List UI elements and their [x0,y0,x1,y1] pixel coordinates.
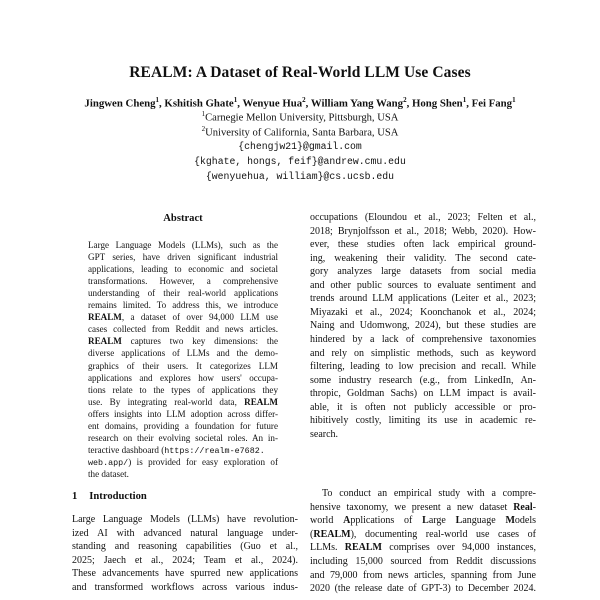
text-line: cases collected from Reddit and news articles. [88,324,278,335]
author-name: Kshitish Ghate [164,97,234,110]
text-line: 2020 (the release date of GPT-3) to December 2024. [310,583,536,595]
text-line: the dataset. [88,468,129,479]
text-line: and other public sources to evaluate sentiment and [310,279,536,291]
text-line: To conduct an empirical study with a compre- [322,488,536,499]
author-name: Wenyue Hua [242,97,303,110]
author-affiliation-mark: 2 [403,96,407,104]
author-affiliation-mark: 2 [302,96,306,104]
affiliation-number: 1 [201,110,206,118]
dashboard-link[interactable]: https://realm-e7682. [164,445,265,456]
text-line: able, it is often not publicly accessible or pro- [310,401,536,413]
text-line: diverse applications of LLMs and the demo- [88,348,278,359]
author-name: Fei Fang [471,97,513,110]
affiliation-text: Carnegie Mellon University, Pittsburgh, USA [205,112,399,124]
text-line: offers insights into LLM adoption across differ- [88,408,278,419]
author-list: Jingwen Cheng$^1$, Kshitish Ghate$^1$, Wenyue Hua$^2$, William Yang Wang$^2$, Hong Shen$^1$, Fei Fang$^1$ [84,96,516,110]
text-line: (REALM), documenting real-world use cases of [310,528,536,540]
author-affiliation-mark: 1 [155,96,160,104]
text-line: trends around LLM applications (Leiter et al., 2023; [310,293,536,305]
text-line: thropic, Goldman Sachs) on LLM impact is avail- [310,388,536,400]
text-line: ever, these studies often lack empirical ground- [310,239,536,251]
text-line: research on their evolving societal roles. An in- [88,432,278,443]
text-line: GPT series, have driven significant industrial [88,252,278,263]
text-line: remains limited. To address this, we introduce [88,300,278,311]
affiliation-2 [0,125,600,139]
text-line: tions relate to the types of applications they [88,384,278,395]
section-number: 1 [72,491,78,502]
text-line: graphics of their users. It categorizes LLM [88,360,278,371]
text-line: and transformed workflows across various indus- [72,582,298,593]
author-affiliation-mark: 1 [512,96,516,104]
text-line: filtering, leading to low precision and recall. While [310,361,536,373]
text-line: occupations (Eloundou et al., 2023; Felten et al., [310,212,536,223]
author-name: Jingwen Cheng [84,97,156,110]
text-line: ized AI with advanced natural language under- [72,527,298,539]
section-title: Introduction [89,491,147,502]
text-line: Large Language Models (LLMs) have revolution- [72,514,298,525]
text-line: understanding of their real-world applications [88,288,278,299]
text-line: Miyazaki et al., 2024; Koonchanok et al., 2024; [310,306,536,318]
author-affiliation-mark: 1 [233,96,238,104]
affiliation-number: 2 [201,125,206,133]
author-name: Hong Shen [411,97,463,110]
text-line: Large Language Models (LLMs), such as the [88,240,278,250]
affiliation-1 [0,110,600,124]
text-line: world Applications of Large Language Models [310,515,536,527]
text-line: use. By integrating real-world data, REALM [88,396,278,407]
text-line: transformations. However, a comprehensive [88,276,278,287]
text-line: REALM captures two key dimensions: the [88,336,278,347]
text-line: teractive dashboard (https://realm-e7682. [88,444,265,456]
section-heading-introduction [72,491,147,502]
text-line: applications, leading to economic and societal [88,264,278,275]
text-line: 2018; Brynjolfsson et al., 2018; Webb, 2020). How- [310,225,536,237]
text-line: ing, weakening their validity. The second cate- [310,252,536,264]
email-line-1: {chengjw21}@gmail.com [238,141,362,152]
text-line: including 15,000 sourced from Reddit discussions [310,556,536,567]
abstract-heading: Abstract [163,213,203,224]
email-line-2: {kghate, hongs, feif}@andrew.cmu.edu [194,156,406,167]
text-line: LLMs. REALM comprises over 94,000 instances, [310,542,536,554]
text-line: These advancements have spurred new applications [72,568,298,580]
text-line: applications and explores how users' occupa- [88,372,278,383]
text-line: gory analyzes large datasets from social media [310,266,536,278]
text-line: hensive taxonomy, we present a new dataset Real- [310,501,536,513]
affiliation-text: University of California, Santa Barbara, USA [205,127,399,139]
text-line: REALM, a dataset of over 94,000 LLM use [88,312,278,323]
author-name: William Yang Wang [310,97,404,110]
email-line-3: {wenyuehua, william}@cs.ucsb.edu [205,171,395,182]
text-line: search. [310,428,339,440]
dashboard-link[interactable]: web.app/ [88,457,129,468]
author-affiliation-mark: 1 [462,96,467,104]
paper-title: REALM: A Dataset of Real-World LLM Use Cases [129,64,471,81]
text-line: ent domains, providing a foundation for future [88,420,278,431]
text-line: web.app/) is provided for easy exploration of [88,456,278,468]
text-line: hibitively costly, limiting its use in academic re- [310,415,536,427]
text-line: and rely on simplistic methods, such as keyword [310,347,536,359]
text-line: standing and reasoning capabilities (Guo et al., [72,541,298,553]
text-line: Naing and Udomwong, 2024), but these studies are [310,320,536,332]
text-line: and 79,000 from news articles, spanning from June [310,569,536,581]
text-line: hindered by a lack of comprehensive taxonomies [310,333,536,345]
text-line: some industry research (e.g., from LinkedIn, An- [310,374,536,386]
text-line: 2025; Jaech et al., 2024; Team et al., 2024). [72,554,298,566]
